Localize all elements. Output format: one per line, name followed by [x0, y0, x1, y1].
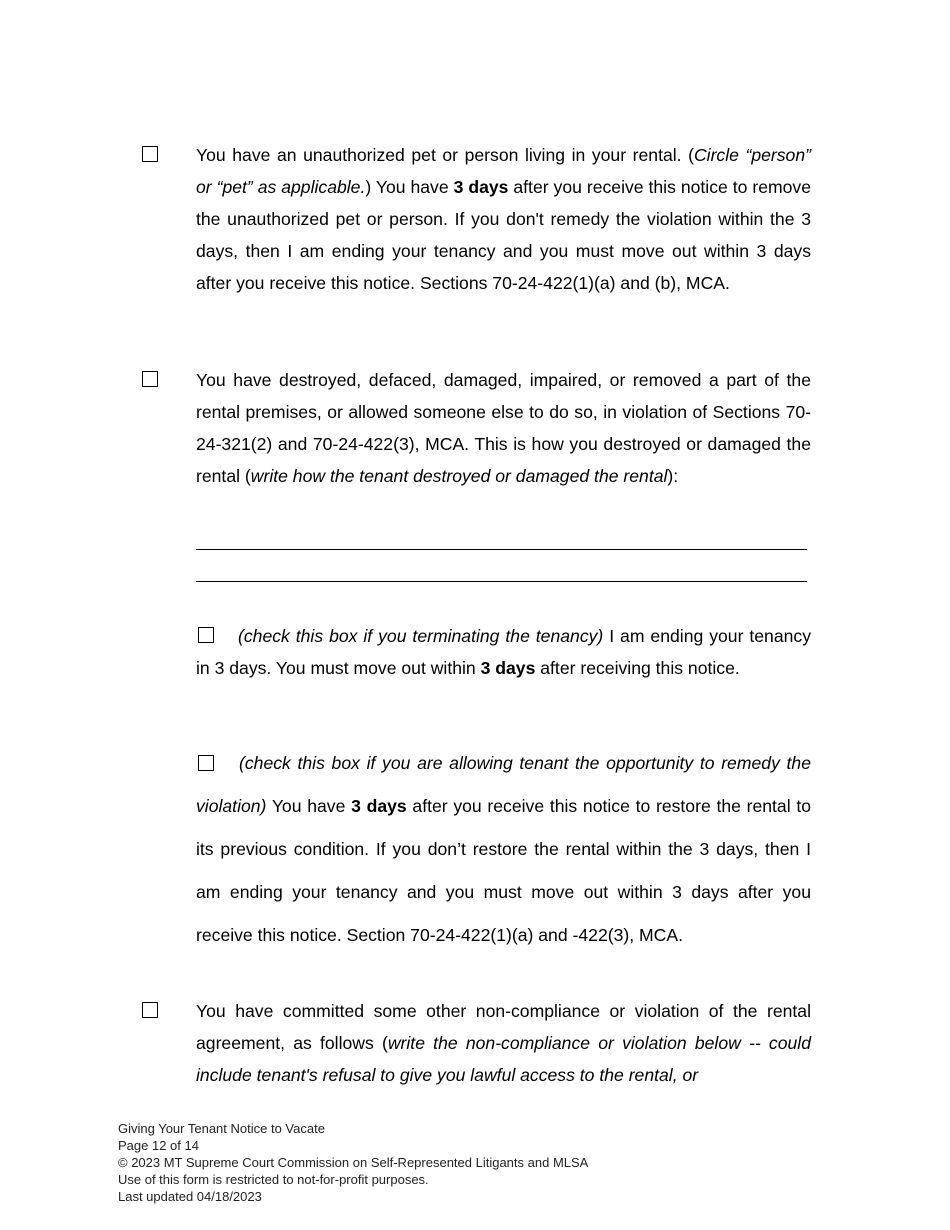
text: You have committed some other non-compliance or violation of the rental agreement, as follows (: [196, 1001, 811, 1053]
instruction: write how the tenant destroyed or damaged the rental: [250, 466, 668, 486]
other-violation-paragraph: [196, 995, 811, 1091]
other-violation-checkbox[interactable]: [142, 1002, 158, 1018]
footer-page-number: Page 12 of 14: [118, 1138, 199, 1153]
instruction: (check this box if you are allowing tenant the opportunity to remedy the violation): [196, 753, 811, 816]
text: I am ending your tenancy in 3 days. You must move out within: [196, 626, 811, 678]
page-footer: [118, 1120, 588, 1205]
text: ) You have: [365, 177, 454, 197]
damage-description-line-2[interactable]: [196, 581, 807, 582]
remedy-paragraph: [196, 742, 811, 957]
damage-paragraph: [196, 364, 811, 492]
text: You have an unauthorized pet or person living in your rental. (: [196, 145, 694, 165]
terminate-paragraph: [196, 620, 811, 684]
deadline: 3 days: [351, 796, 407, 816]
pet-person-checkbox[interactable]: [142, 146, 158, 162]
pet-person-paragraph: [196, 139, 811, 299]
footer-title: Giving Your Tenant Notice to Vacate: [118, 1121, 325, 1136]
instruction: Circle “person” or “pet” as applicable.: [196, 145, 811, 197]
text: after you receive this notice to remove the unauthorized pet or person. If you don't remedy the violation within the 3 days, then I am ending your tenancy and you must move out within 3 days after you receive this notice. Sections 70-24-422(1)(a) and (b), MCA.: [196, 177, 812, 293]
instruction: (check this box if you terminating the tenancy): [238, 626, 604, 646]
text: You have: [266, 796, 352, 816]
text: ):: [667, 466, 679, 486]
damage-checkbox[interactable]: [142, 371, 158, 387]
text: after you receive this notice to restore the rental to its previous condition. If you don’t restore the rental within the 3 days, then I am ending your tenancy and you must move out within 3 days after you receive this notice. Section 70-24-422(1)(a) and -422(3), MCA.: [196, 796, 812, 945]
instruction: write the non-compliance or violation below -- could include tenant's refusal to give you lawful access to the rental, or: [196, 1033, 811, 1085]
deadline: 3 days: [453, 177, 509, 197]
footer-copyright: © 2023 MT Supreme Court Commission on Self-Represented Litigants and MLSA: [118, 1155, 589, 1170]
damage-description-line-1[interactable]: [196, 549, 807, 550]
footer-restriction: Use of this form is restricted to not-for-profit purposes.: [118, 1172, 429, 1187]
footer-last-updated: Last updated 04/18/2023: [118, 1189, 262, 1204]
text: You have destroyed, defaced, damaged, impaired, or removed a part of the rental premises, or allowed someone else to do so, in violation of Sections 70-24-321(2) and 70-24-422(3), MCA. This is how you destroyed or damaged the rental (: [196, 370, 811, 486]
text: after receiving this notice.: [535, 658, 740, 678]
deadline: 3 days: [480, 658, 536, 678]
